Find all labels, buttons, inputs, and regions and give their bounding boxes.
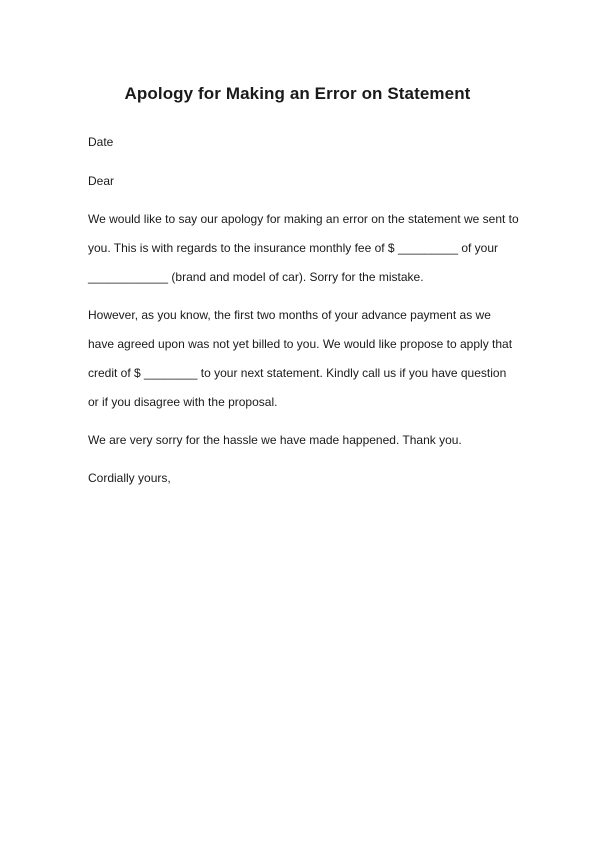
paragraph-thanks: We are very sorry for the hassle we have made happened. Thank you. — [88, 433, 462, 447]
paragraph-line: However, as you know, the first two months of your advance payment as we — [88, 308, 491, 322]
paragraph-line: you. This is with regards to the insurance monthly fee of $ _________ of your — [88, 241, 499, 255]
date-label: Date — [88, 135, 114, 149]
salutation: Dear — [88, 174, 115, 188]
paragraph-line: We would like to say our apology for making an error on the statement we sent to — [88, 212, 519, 226]
letter-title: Apology for Making an Error on Statement — [124, 84, 471, 103]
paragraph-line: ____________ (brand and model of car). Sorry for the mistake. — [88, 270, 424, 284]
paragraph-line: or if you disagree with the proposal. — [88, 395, 278, 409]
closing: Cordially yours, — [88, 471, 171, 485]
paragraph-line: have agreed upon was not yet billed to you. We would like propose to apply that — [88, 337, 513, 351]
paragraph-line: credit of $ ________ to your next statement. Kindly call us if you have question — [88, 366, 507, 380]
